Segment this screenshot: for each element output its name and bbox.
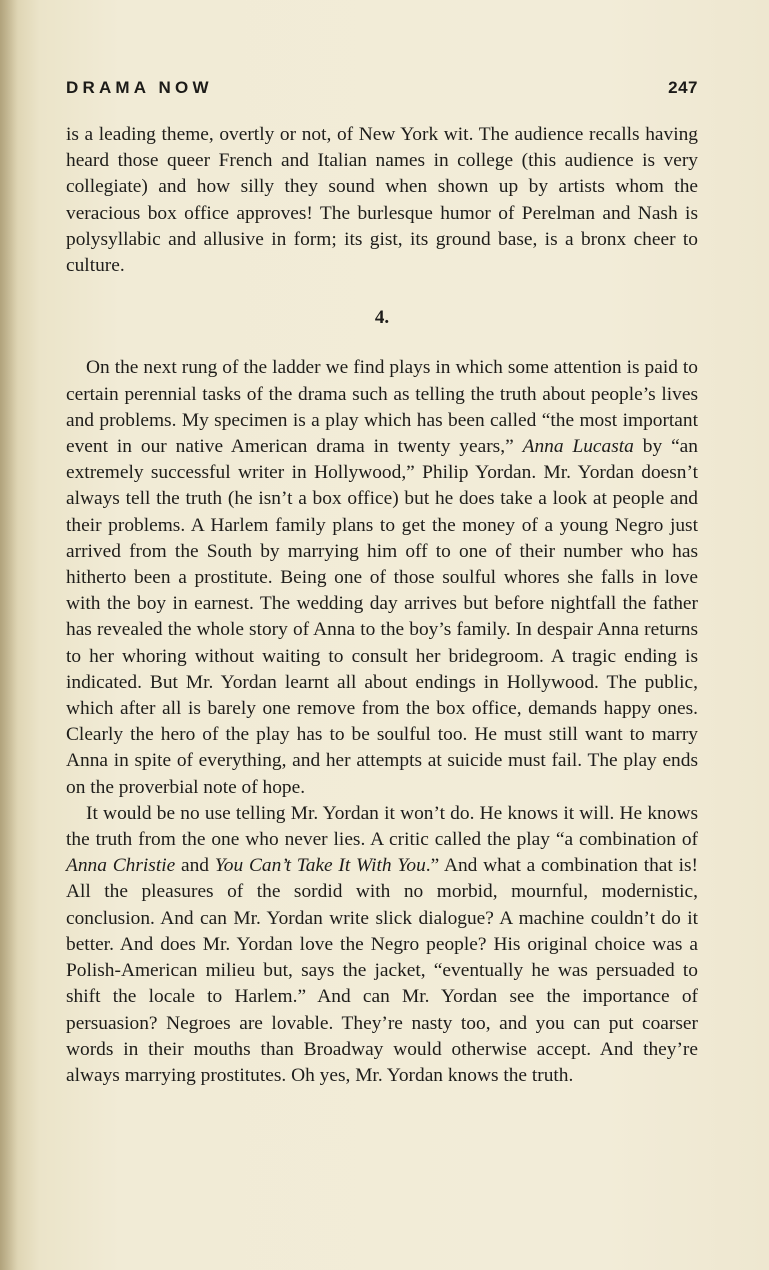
paragraph-continuation: is a leading theme, overtly or not, of New York wit. The audience recalls having heard those queer French and Italian names in college (this audience is very collegiate) and how silly they sound when shown up by artists whom the veracious box office approves! The burlesque humor of Perelman and Nash is polysyllabic and allusive in form; its gist, its ground base, is a bronx cheer to culture. [66,124,698,277]
page-number: 247 [668,78,698,97]
paragraph-yordan-truth [66,801,698,1089]
body-text [66,122,698,1089]
paragraph-anna-lucasta [66,355,698,800]
play-title: You Can’t Take It With You [214,855,426,877]
paragraph-text: and [175,855,215,877]
paragraph-text: .” And what a combination that is! All the pleasures of the sordid with no morbid, mournful, modernistic, conclusion. And can Mr. Yordan write slick dialogue? A machine couldn’t do it better. And does Mr. Yordan love the Negro people? His original choice was a Polish-American milieu but, says the jacket, “eventually he was persuaded to shift the locale to Harlem.” And can Mr. Yordan see the importance of persuasion? Negroes are lovable. They’re nasty too, and you can put coarser words in their mouths than Broadway would otherwise accept. And they’re always marrying prostitutes. Oh yes, Mr. Yordan knows the truth. [66,855,698,1086]
paragraph-text: It would be no use telling Mr. Yordan it won’t do. He knows it will. He knows the truth from the one who never lies. A critic called the play “a combination of [66,802,698,851]
running-header [66,78,698,102]
page-gutter-shadow [0,0,18,1270]
play-title: Anna Christie [66,855,176,877]
section-number: 4. [374,307,390,329]
paragraph-text: by “an extremely successful writer in Hollywood,” Philip Yordan. Mr. Yordan doesn’t always tell the truth (he isn’t a box office) but he does take a look at people and their problems. A Harlem family plans to get the money of a young Negro just arrived from the South by marrying him off to one of their number who has hitherto been a prostitute. Being one of those soulful whores she falls in love with the boy in earnest. The wedding day arrives but before nightfall the father has revealed the whole story of Anna to the boy’s family. In despair Anna returns to her whoring without waiting to consult her bridegroom. A tragic ending is indicated. But Mr. Yordan learnt all about endings in Hollywood. The public, which after all is barely one remove from the box office, demands happy ones. Clearly the hero of the play has to be soulful too. He must still want to marry Anna in spite of everything, and her attempts at suicide must fail. The play ends on the proverbial note of hope. [66,436,698,798]
play-title: Anna Lucasta [522,436,634,458]
running-title: DRAMA NOW [66,78,213,97]
paragraph-text: On the next rung of the ladder we find plays in which some attention is paid to certain perennial tasks of the drama such as telling the truth about people’s lives and problems. My specimen is a play which has been called “the most important event in our native American drama in twenty years,” [66,357,698,458]
